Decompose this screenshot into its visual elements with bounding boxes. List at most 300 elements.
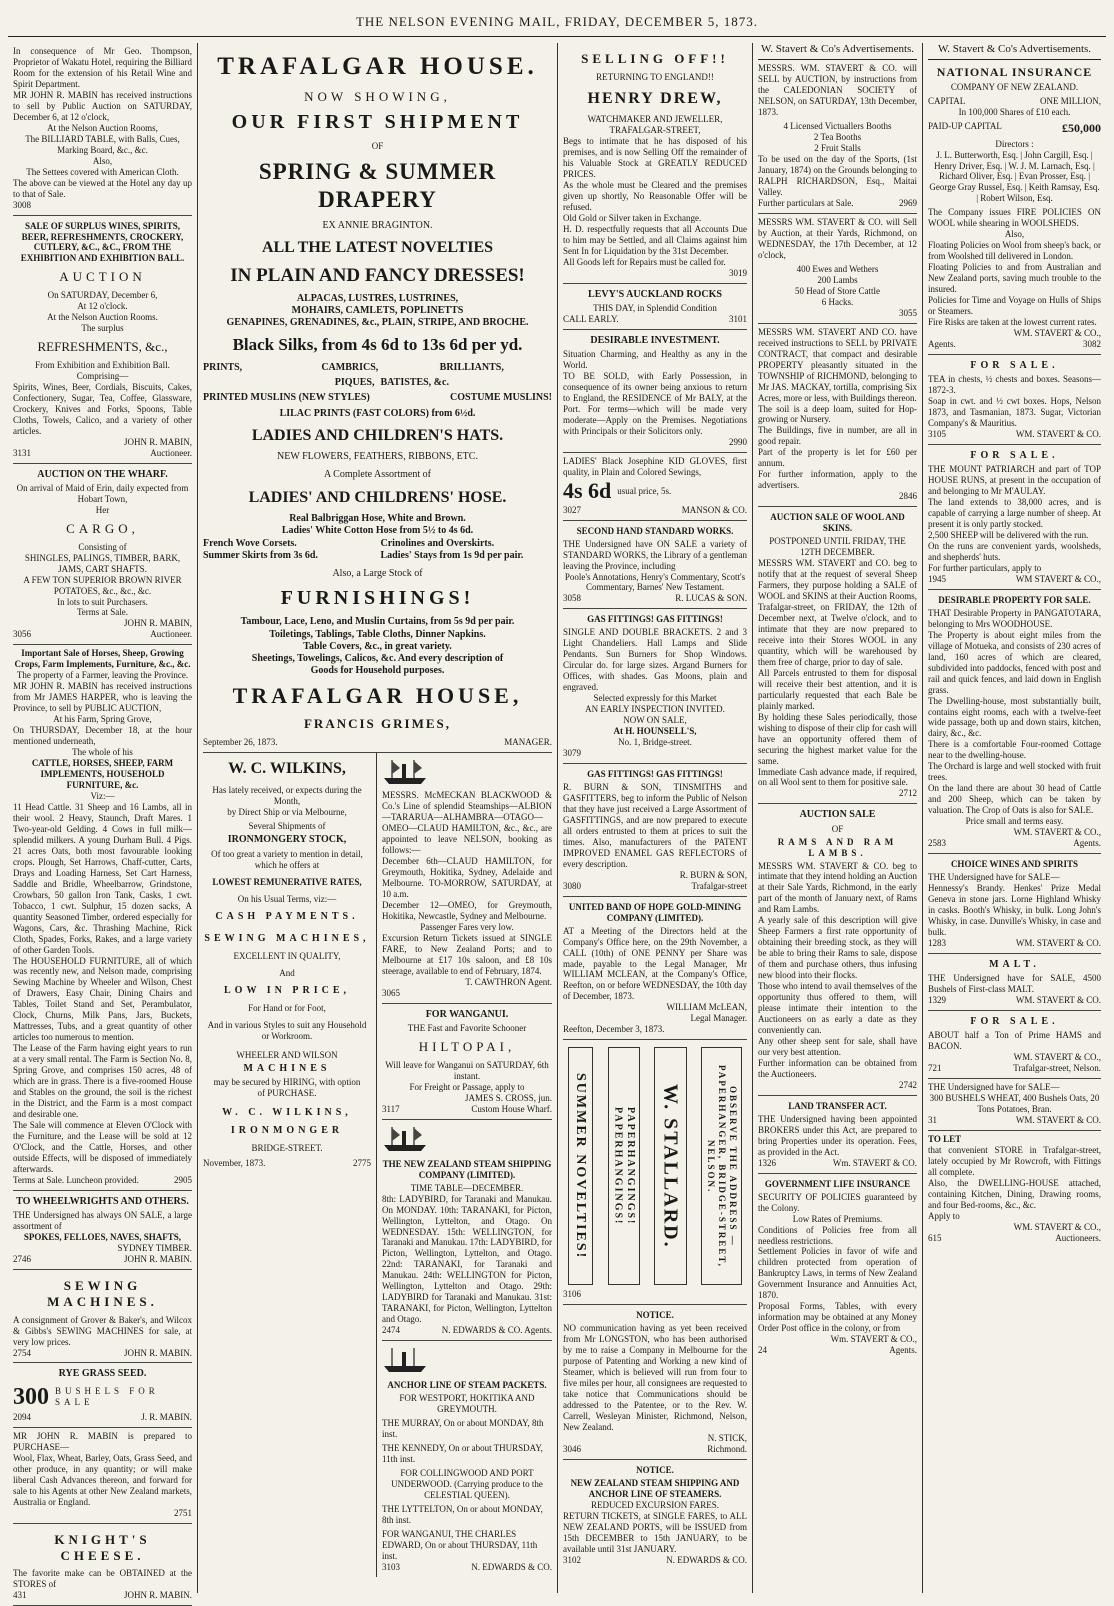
- tea-sale-ad: [928, 355, 1101, 445]
- ad-text: Passenger Fares very low.: [420, 921, 514, 932]
- ad-text: For further particulars, apply to: [928, 562, 1042, 573]
- ad-heading: FOR WANGANUI.: [425, 1008, 509, 1020]
- ad-number: 3058: [563, 593, 581, 604]
- ad-text: FOR COLLINGWOOD AND PORT UNDERWOOD. (Carrying produce to the CELESTIAL QUEEN).: [391, 1468, 543, 1501]
- ad-text: Floating Policies on Wool from sheep's back, or from Woolshed till delivered in London.: [928, 240, 1101, 262]
- ad-text: For Freight or Passage, apply to: [409, 1081, 525, 1092]
- ad-text: TO BE SOLD, with Early Possession, in consequence of its owner being anxious to return to England, the RESIDENCE of Mr BALY, at the Port. For terms—which will be made very moderate—Apply on the Premises. Negotiations with Principals or their Solicitors only.: [563, 371, 747, 436]
- ad-text: Tambour, Lace, Leno, and Muslin Curtains, from 5s 9d per pair.: [240, 616, 515, 628]
- stock-auction-ad: [758, 214, 917, 324]
- ad-text: On arrival of Maid of Erin, daily expected from Hobart Town,: [16, 482, 189, 504]
- ad-text: A Complete Assortment of: [324, 469, 431, 481]
- ad-text: ABOUT half a Ton of Prime HAMS and BACON.: [928, 1030, 1101, 1052]
- ad-number: 3079: [563, 748, 581, 759]
- ad-text: From Exhibition and Exhibition Ball.: [35, 360, 170, 370]
- ad-heading: LEVY'S AUCKLAND ROCKS: [588, 288, 722, 300]
- hams-sale-ad: [928, 1011, 1101, 1079]
- ad-text: To be used on the day of the Sports, (1st January, 1874) on the Grounds belonging to RALPH RICHARDSON, Esq., Maitai Valley.: [758, 154, 917, 198]
- ad-heading: TO WHEELWRIGHTS AND OTHERS.: [16, 1195, 189, 1207]
- ad-text: THE Fast and Favorite Schooner: [407, 1022, 527, 1033]
- ad-text: H. D. respectfully requests that all Accounts Due to him may be Settled, and all Claims against him Sent In for Liquidation by the 31st December.: [563, 224, 747, 256]
- national-insurance-ad: [928, 60, 1101, 355]
- ad-text: Selected expressly for this Market: [593, 693, 717, 704]
- ad-number: 431: [13, 1590, 27, 1601]
- ad-heading: SEWING MACHINES,: [204, 932, 370, 944]
- wines-spirits-ad: [928, 854, 1101, 954]
- ad-text: And: [279, 967, 295, 978]
- ad-text: Floating Policies to and from Australian and New Zealand ports, saving much trouble to the insured.: [928, 262, 1101, 295]
- ad-list: Wool, Flax, Wheat, Barley, Oats, Grass Seed, and other produce, in any quantity; or will make liberal Cash Advances thereon, and forward for sale to his Agents at other New Zealand markets, Australia or England.: [13, 1452, 192, 1507]
- ad-text: may be secured by HIRING, with option: [213, 1077, 361, 1088]
- ad-role: Auctioneer.: [150, 447, 192, 458]
- ad-number: 1326: [758, 1157, 776, 1168]
- ad-text: Summer Skirts from 3s 6d.: [203, 549, 318, 561]
- sewing-machines-ad: [13, 1270, 192, 1364]
- ad-number: 3019: [729, 267, 747, 278]
- ad-text: MOHAIRS, CAMLETS, POPLINETTS: [291, 304, 464, 316]
- ad-text: EX ANNIE BRAGINTON.: [322, 219, 433, 231]
- gas-fittings-hounsell-ad: [563, 609, 747, 764]
- ad-text: R. BURN & SON, TINSMITHS and GASFITTERS, beg to inform the Public of Nelson that they have just received a Large Assortment of GASFITTINGS, and are now prepared to execute all orders entrusted to them at prices to suit the times. Also, manufacturers of the PATENT IMPROVED ENAMEL GAS REFLECTORS of every description.: [563, 781, 747, 869]
- ad-text: PIQUES,: [334, 377, 375, 389]
- ad-text: On THURSDAY, December 18, at the hour mentioned underneath,: [13, 725, 192, 747]
- ad-text: Conditions of Policies free from all needless restrictions.: [758, 1224, 917, 1246]
- ad-text: WHEELER AND WILSON: [236, 1049, 338, 1060]
- ad-text: On the land there are about 30 head of Cattle and 200 Sheep, which can be taken by valuation. The Crop of Oats is also for SALE.: [928, 783, 1101, 816]
- ad-signature: JOHN R. MABIN,: [123, 618, 192, 629]
- ad-text: The above can be viewed at the Hotel any day up to that of Sale.: [13, 177, 192, 199]
- ad-number: 3008: [13, 199, 31, 210]
- ad-text: of PURCHASE.: [257, 1088, 317, 1099]
- ad-price: 4s 6d: [563, 477, 612, 503]
- ad-heading: KNIGHT'S CHEESE.: [54, 1531, 151, 1563]
- ad-text: MESSRS. WM. STAVERT & CO. will SELL by AUCTION, by instructions from the CALEDONIAN SOCIETY of NELSON, on SATURDAY, 13th December, 1873.: [758, 63, 917, 118]
- ad-text: THE Undersigned have for SALE—: [928, 872, 1060, 883]
- ad-list: 300 BUSHELS WHEAT, 400 Bushels Oats, 20 Tons Potatoes, Bran.: [929, 1092, 1100, 1114]
- ad-number: 1329: [928, 994, 946, 1005]
- ad-venue: At the Nelson Auction Rooms,: [47, 122, 158, 133]
- ad-signature: N. EDWARDS & CO. Agents.: [441, 1325, 552, 1336]
- ad-value: ONE MILLION,: [1040, 96, 1101, 106]
- ad-number: 2990: [729, 436, 747, 447]
- ad-text: Also,: [1004, 229, 1025, 240]
- ad-title: CATTLE, HORSES, SHEEP, FARM IMPLEMENTS, HOUSEHOLD FURNITURE, &c.: [31, 758, 174, 791]
- ad-heading: DESIRABLE INVESTMENT.: [590, 335, 720, 346]
- ad-number: 2742: [899, 1079, 917, 1090]
- malt-ad: [928, 954, 1101, 1011]
- ad-date: September 26, 1873.: [203, 737, 278, 748]
- ad-heading: LOW IN PRICE,: [224, 984, 350, 996]
- land-transfer-ad: [758, 1096, 917, 1174]
- ad-text: SYDNEY TIMBER.: [117, 1242, 192, 1253]
- ad-text: The soil is a deep loam, suited for Hop-growing or Nursery.: [758, 403, 917, 425]
- ad-text: Table Covers, &c., in great variety.: [303, 640, 452, 652]
- ad-signature: N. EDWARDS & CO.: [666, 1554, 747, 1565]
- ad-number: 2754: [13, 1347, 31, 1358]
- ad-text: At H. HOUNSELL'S,: [613, 726, 697, 737]
- ad-text: COSTUME MUSLINS!: [450, 392, 552, 404]
- ad-text: The land extends to 38,000 acres, and is capable of carrying a large number of sheep. At present it is only partly stocked.: [928, 497, 1101, 529]
- ad-number: 2775: [353, 1158, 371, 1169]
- ad-text: The Lease of the Farm having eight years to run at a very small rental. The Farm is Section No. 8, Spring Grove, and comprises 150 acres, 48 of which are in grass. There is a five-roomed House and Stables on the ground, the soil is the richest in the District, and the Farm is a most compact and desirable one.: [13, 1043, 192, 1120]
- ad-text: REDUCED EXCURSION FARES.: [590, 1499, 720, 1510]
- ad-heading: LAND TRANSFER ACT.: [788, 1100, 887, 1111]
- life-insurance-ad: [758, 1174, 917, 1361]
- ad-text: THE Undersigned has always ON SALE, a large assortment of: [13, 1210, 192, 1232]
- ad-signature: R. LUCAS & SON.: [675, 593, 747, 604]
- ad-text: The property of a Farmer, leaving the Province.: [16, 670, 189, 681]
- column-header: W. Stavert & Co's Advertisements.: [758, 43, 917, 60]
- ad-list: Spirits, Wines, Beer, Cordials, Biscuits, Cakes, Confectionery, Sugar, Tea, Coffee, Glassware, Crockery, Knives and Forks, Spoons, Table Cloths, Towels, Calico, and a variety of other articles.: [13, 381, 192, 436]
- ad-text: Directors :: [995, 138, 1034, 149]
- ad-list-item: 2 Tea Booths: [813, 132, 862, 143]
- ad-label: PAID-UP CAPITAL: [928, 120, 1002, 131]
- ad-text: And in various Styles to suit any Household or Workroom.: [207, 1019, 367, 1041]
- ad-text: Further particulars at Sale.: [758, 198, 854, 209]
- ad-number: 3080: [563, 880, 581, 891]
- column-1: [8, 43, 198, 1601]
- ad-heading: Important Sale of Horses, Sheep, Growing Crops, Farm Implements, Furniture, &c., &c.: [14, 648, 191, 670]
- ad-text: AN EARLY INSPECTION INVITED.: [585, 704, 725, 715]
- anchor-line-ad: [382, 1341, 552, 1577]
- ad-list-item: 4 Licensed Victuallers Booths: [783, 121, 892, 132]
- ad-text: Also, the DWELLING-HOUSE attached, containing Kitchen, Dining, Drawing rooms, and four Bed-rooms, &c., &c.: [928, 1177, 1101, 1210]
- ad-text: The surplus: [81, 323, 124, 334]
- ad-number: 3106: [563, 1289, 581, 1300]
- ad-number: 3103: [382, 1561, 400, 1572]
- ad-text: The HOUSEHOLD FURNITURE, all of which was recently new, and Nelson made, comprising Sewing Machine by Wheeler and Wilson, Chest of Drawers, Easy Chair, Dining Chairs and Tables, Toilet Stand and Set, Perambulator, Clock, Churns, Milk Pans, Jars, Buckets, Mattresses, Tubs, and a great quantity of other articles too numerous to mention.: [13, 955, 192, 1043]
- ad-text: The Orchard is large and well stocked with fruit trees.: [928, 761, 1101, 783]
- ad-list: Hennessy's Brandy. Henkes' Prize Medal Geneva in stone jars. Lorne Highland Whisky in casks. Booth's Whisky, in bulk. Long John's Whisky, in case. Dunville's Whisky, in case and bulk.: [928, 883, 1101, 937]
- ad-signature: WM. STAVERT & CO.,: [1013, 1052, 1101, 1063]
- ad-signature: Wm. STAVERT & CO.,: [830, 1334, 917, 1345]
- ad-text: Price small and terms easy.: [965, 816, 1064, 827]
- ad-title: W. C. WILKINS,: [228, 760, 346, 778]
- ad-text: Sheetings, Towelings, Calicos, &c. And every description of: [251, 653, 504, 665]
- ad-text: by Direct Ship or via Melbourne,: [227, 806, 347, 817]
- ad-role: MANAGER.: [504, 737, 552, 748]
- ad-heading: SECOND HAND STANDARD WORKS.: [576, 525, 734, 536]
- ad-text: which he offers at: [254, 859, 320, 870]
- kid-gloves-ad: [563, 453, 747, 521]
- ad-role: Auctioneers.: [1055, 1232, 1101, 1243]
- farm-sale-ad: [13, 645, 192, 1190]
- purchase-ad: [13, 1428, 192, 1524]
- ad-text: Old Gold or Silver taken in Exchange.: [563, 213, 702, 224]
- ad-text: Of too great a variety to mention in detail,: [211, 848, 363, 859]
- ad-title: TRAFALGAR HOUSE,: [232, 683, 523, 709]
- ad-text: The Company issues FIRE POLICIES ON WOOL while shearing in WOOLSHEDS.: [928, 207, 1101, 229]
- ad-number: 3046: [563, 1443, 581, 1454]
- column-4: [753, 43, 923, 1593]
- notice-stick-ad: [563, 1305, 747, 1460]
- ad-venue: At his Farm, Spring Grove,: [53, 714, 152, 725]
- ad-time: At 12 o'clock.: [77, 301, 128, 312]
- ad-heading: GOVERNMENT LIFE INSURANCE: [764, 1178, 911, 1189]
- ad-text: Trafalgar-street: [691, 880, 747, 891]
- ad-text: Terms at Sale. Luncheon provided.: [13, 1174, 139, 1185]
- ad-text: CAMBRICS,: [321, 361, 379, 373]
- ad-text: CALL EARLY.: [563, 314, 619, 325]
- ad-text: EXCELLENT IN QUALITY,: [233, 950, 341, 961]
- wool-skins-ad: [758, 507, 917, 804]
- ad-text: The favorite make can be OBTAINED at the STORES of: [13, 1568, 192, 1590]
- ad-heading: IRONMONGER: [230, 1125, 344, 1137]
- ad-text: Begs to intimate that he has disposed of his premises, and is now Selling Off the remainder of his Valuable Stock at GREATLY REDUCED PRICES.: [563, 136, 747, 180]
- wheelwrights-ad: [13, 1191, 192, 1270]
- ad-text: Comprising—: [76, 370, 129, 381]
- ad-text: The Buildings, five in number, are all in good repair.: [758, 425, 917, 447]
- steamship-icon: [382, 756, 428, 786]
- ad-text: THE MURRAY, On or about MONDAY, 8th inst.: [382, 1418, 544, 1440]
- column-2: [198, 43, 558, 1593]
- ad-text: Real Balbriggan Hose, White and Brown.: [289, 513, 466, 525]
- ad-signature: J. R. MABIN.: [141, 1411, 192, 1422]
- ad-number: 3117: [382, 1103, 400, 1114]
- ad-text: Any other sheep sent for sale, shall have our very best attention.: [758, 1036, 917, 1057]
- ad-text: For further information, apply to the advertisers.: [758, 469, 917, 491]
- ad-heading: AUCTION ON THE WHARF.: [37, 468, 168, 480]
- ad-text: The Property is about eight miles from the village of Motueka, and consists of 230 acres of land, 160 acres of which are cleared, subdivided into paddocks, fenced with post and rail and quick fences, and laid down in English grass.: [928, 629, 1101, 695]
- ad-role: Agents.: [889, 1345, 917, 1356]
- rams-ad: [758, 804, 917, 1095]
- ad-text: Crinolines and Overskirts.: [380, 537, 495, 549]
- ad-text: LADIES' Black Josephine KID GLOVES, first quality, in Plain and Colored Sewings,: [563, 455, 747, 477]
- ad-text: THIS DAY, in Splendid Condition: [593, 303, 717, 314]
- ad-heading: SUMMER NOVELTIES!: [568, 1047, 593, 1285]
- ad-heading: SALE OF SURPLUS WINES, SPIRITS, BEER, REFRESHMENTS, CROCKERY, CUTLERY, &C., &C., FROM THE EXHIBITION AND EXHIBITION BALL.: [20, 220, 185, 264]
- ad-text: French Wove Corsets.: [203, 537, 297, 549]
- ad-heading: AUCTION SALE OF WOOL AND SKINS.: [770, 512, 905, 534]
- ad-text: Her: [95, 504, 110, 515]
- ad-title: SPRING & SUMMER DRAPERY: [258, 158, 497, 212]
- ad-heading: FOR SALE.: [970, 359, 1059, 371]
- ad-list: SPOKES, FELLOES, NAVES, SHAFTS,: [23, 1231, 182, 1242]
- ad-text: Those who intend to avail themselves of the opportunity thus offered to them, will please intimate their intention to the Auctioneers on as early a date as they conveniently can.: [758, 981, 917, 1036]
- ad-text: OF: [371, 140, 384, 151]
- ad-text: BUSHELS FOR SALE: [55, 1386, 159, 1408]
- ad-text: FOR WANGANUI, THE CHARLES EDWARD, On or about THURSDAY, 11th inst.: [382, 1529, 538, 1561]
- ad-text: TRAFALGAR-STREET,: [609, 125, 701, 136]
- ad-text: Has lately received, or expects during the Month,: [212, 784, 362, 806]
- ad-text: In 100,000 Shares of £10 each.: [958, 106, 1071, 117]
- ad-list: 8th: LADYBIRD, for Taranaki and Manukau. On MONDAY. 10th: TARANAKI, for Picton, Wellington, Lyttelton, and Otago. On WEDNESDAY. 15th: WELLINGTON, for Taranaki and Manukau. 17th: LADYBIRD, for Picton, Wellington, Lyttelton, and Otago. 22nd: TARANAKI, for Taranaki and Manukau. 24th: WELLINGTON for Picton, Wellington, Lyttelton and Otago. 29th: LADYBIRD for Taranaki and Manukau. 31st: TARANAKI, for Picton, Wellington, Lyttelton and Otago.: [382, 1193, 552, 1325]
- ad-heading: CHOICE WINES AND SPIRITS: [950, 859, 1079, 870]
- ad-text: As the whole must be Cleared and the premises given up shortly, No Reasonable Offer will be refused.: [563, 180, 747, 213]
- ad-text: Immediate Cash advance made, if required, on all Wool sent to them for positive sale.: [758, 766, 917, 788]
- ad-text: AT a Meeting of the Directors held at the Company's Office here, on the 29th November, a CALL (10th) of ONE PENNY per Share was made, payable to the Legal Manager, Mr WILLIAM MCLEAN, at the Company's Office, Reefton, on or before WEDNESDAY, the 10th day of December, 1873.: [563, 925, 747, 1002]
- ad-title: OUR FIRST SHIPMENT: [231, 111, 524, 134]
- ad-heading: RAMS AND RAM LAMBS.: [777, 836, 898, 858]
- ad-text: RETURNING TO ENGLAND!!: [596, 71, 714, 82]
- auckland-rocks-ad: [563, 284, 747, 330]
- ad-text: that convenient STORE in Trafalgar-street, lately occupied by Mr Rowcroft, with Fittings all complete.: [928, 1144, 1101, 1177]
- ad-signature: JAMES S. CROSS, jun.: [464, 1092, 552, 1103]
- stallard-ad: [563, 1040, 747, 1305]
- ad-text: NO communication having as yet been received from Mr LONGSTON, who has been authorised by me to raise a Company in Melbourne for the purpose of Patenting and Working a new kind of Steamer, which is believed will run from four to five miles per hour, all consignees are requested to take notice that Communications should be addressed to the Patentee, or to the Rev. W. Carrell, Wesleyan Minister, Richmond, Nelson, New Zealand.: [563, 1323, 747, 1432]
- ad-text: There is a comfortable Four-roomed Cottage near to the dwelling-house.: [928, 739, 1101, 761]
- ad-text: Further information can be obtained from the Auctioneers.: [758, 1057, 917, 1079]
- ad-text: THE Undersigned have ON SALE a variety of STANDARD WORKS, the Library of a gentleman leaving the Province, including: [563, 538, 747, 571]
- ad-list: SINGLE AND DOUBLE BRACKETS. 2 and 3 Light Chandeliers. Hall Lamps and Slide Pendants. Sun Burners for Shop Windows. Circular do. for large sizes. Argand Burners for Offices, with shades. Gas Moons, plain and engraved.: [563, 627, 747, 693]
- ad-text: The Settees covered with American Cloth.: [26, 166, 179, 177]
- ad-date: November, 1873.: [203, 1158, 266, 1169]
- ad-title: AUCTION: [59, 269, 146, 285]
- ad-text: THE Undersigned having been appointed BROKERS under this Act, are prepared to bring Properties under its operation. Fees, as provided in the Act.: [758, 1113, 917, 1157]
- ad-text: Viz:—: [90, 790, 115, 801]
- ad-text: All Parcels entrusted to them for disposal will receive their best attention, and it is particularly requested that each Bale be plainly marked.: [758, 667, 917, 711]
- ad-list-item: 50 Head of Store Cattle: [795, 285, 880, 296]
- ad-heading: TO LET: [928, 1133, 962, 1144]
- ad-signature: WM. STAVERT & CO.: [1015, 429, 1101, 439]
- ad-signature: JOHN R. MABIN,: [123, 436, 192, 447]
- ad-text: Several Shipments of: [248, 821, 326, 832]
- ad-text: Consisting of: [78, 541, 127, 552]
- ad-text: The BILLIARD TABLE, with Balls, Cues, Marking Board, &c., &c.: [25, 133, 180, 155]
- ad-signature: WM. STAVERT & CO.,: [1013, 328, 1101, 339]
- ad-number: 3101: [729, 314, 747, 325]
- ad-number: 3102: [563, 1554, 581, 1565]
- ad-text: Fire Risks are taken at the lowest current rates.: [928, 317, 1097, 328]
- ad-text: NOW SHOWING,: [304, 88, 451, 104]
- ad-heading: MACHINES: [243, 1062, 331, 1074]
- ad-heading: SELLING OFF!!: [581, 51, 729, 66]
- ad-venue: At the Nelson Auction Rooms.: [47, 312, 158, 323]
- ad-list-item: 200 Lambs: [817, 274, 858, 285]
- ad-signature: JOHN R. MABIN.: [123, 1253, 192, 1264]
- ad-text: Also,: [92, 155, 113, 166]
- ad-number: 2746: [13, 1253, 31, 1264]
- ad-date: On SATURDAY, December 6,: [47, 290, 158, 301]
- ad-signature: N. STICK,: [707, 1432, 747, 1443]
- steamship-icon: [382, 1344, 428, 1374]
- ad-heading: ANCHOR LINE OF STEAM PACKETS.: [387, 1380, 547, 1391]
- ad-text: December 6th—CLAUD HAMILTON, for Greymouth, Hokitika, Sydney, Adelaide and Melbourne. TO-MORROW, SATURDAY, at 10 a.m.: [382, 856, 552, 899]
- ad-text: OF: [831, 823, 844, 834]
- ad-text: MR JOHN R. MABIN is prepared to PURCHASE—: [13, 1430, 192, 1452]
- ad-number: 3055: [899, 307, 917, 318]
- ad-title: HENRY DREW,: [587, 89, 723, 107]
- ad-heading: NATIONAL INSURANCE: [936, 65, 1093, 80]
- ad-text: The Dwelling-house, most substantially built, contains eight rooms, each with a twelve-feet wide passage, both up and down stairs, kitchen, dairy, &c., &c.: [928, 695, 1101, 739]
- ad-title: LADIES' AND CHILDRENS' HOSE.: [248, 488, 507, 506]
- ad-number: 3082: [1083, 339, 1101, 349]
- ad-text: GENAPINES, GRENADINES, &c., PLAIN, STRIPE, AND BROCHE.: [226, 317, 529, 329]
- ad-text: MR JOHN R. MABIN has received instructions from Mr JAMES HARPER, who is leaving the Province, to sell by PUBLIC AUCTION,: [13, 681, 192, 714]
- ad-text: usual price, 5s.: [617, 485, 672, 496]
- ad-role: Agents.: [928, 339, 956, 349]
- ad-text: PRINTS,: [203, 361, 243, 373]
- ad-text: OBSERVE THE ADDRESS — PAPERHANGER, BRIDGE-STREET, NELSON.: [701, 1047, 742, 1285]
- steamship-icon: [382, 1123, 428, 1153]
- mcmeckan-ad: [382, 753, 552, 1004]
- ad-text: Situation Charming, and Healthy as any in the World.: [563, 349, 747, 371]
- to-let-ad: [928, 1131, 1101, 1248]
- ad-signature: WM. STAVERT & CO.,: [1013, 827, 1101, 838]
- columns: [8, 43, 1106, 1601]
- ad-text: Apply to: [928, 1210, 960, 1221]
- ad-signature: JOHN R. MABIN.: [123, 1347, 192, 1358]
- ad-text: PAPERHANGINGS! PAPERHANGINGS!: [608, 1047, 640, 1285]
- ad-number: 2474: [382, 1325, 400, 1336]
- ad-text: Policies for Time and Voyage on Hulls of Ships or Steamers.: [928, 295, 1101, 317]
- ad-number: 2583: [928, 838, 946, 849]
- ad-text: NEW ZEALAND STEAM SHIPPING AND ANCHOR LINE OF STEAMERS.: [570, 1477, 740, 1499]
- ad-text: THE Undersigned have for SALE, 4500 Bushels of First-class MALT.: [928, 973, 1101, 994]
- surplus-wines-ad: [13, 216, 192, 464]
- ad-text: ALPACAS, LUSTRES, LUSTRINES,: [296, 292, 459, 304]
- ad-text: A yearly sale of this description will give Sheep Farmers a first rate opportunity of obtaining their breeding stock, as they will be able to bring their Rams to sale, dispose of them and purchase others, thus infusing new blood into their flocks.: [758, 915, 917, 981]
- ad-text: Ladies' Stays from 1s 9d per pair.: [380, 549, 524, 561]
- ad-heading: GAS FITTINGS! GAS FITTINGS!: [587, 769, 723, 780]
- ad-label: CAPITAL: [928, 96, 966, 106]
- ad-signature: FRANCIS GRIMES,: [303, 716, 451, 732]
- ad-text: BRIDGE-STREET.: [251, 1143, 323, 1154]
- ad-text: Proposal Forms, Tables, with every information may be obtained at any Money Order Post office in the colony, or from: [758, 1301, 917, 1334]
- ad-title: TRAFALGAR HOUSE.: [217, 53, 538, 80]
- ad-text: THE LYTTELTON, On or about MONDAY, 8th inst.: [382, 1504, 543, 1526]
- ad-heading: AUCTION SALE: [799, 809, 876, 821]
- band-of-hope-ad: [563, 897, 747, 1041]
- column-2-lower: [203, 753, 552, 1577]
- ad-signature: T. CAWTHRON Agent.: [465, 976, 552, 987]
- ad-list: J. L. Butterworth, Esq. | John Cargill, Esq. | Henry Driver, Esq. | W. J. M. Larnach, Esq. | Richard Oliver, Esq. | Evan Prosser, Esq. | George Gray Russel, Esq. | Keith Ramsay, Esq. | Robert Wilson, Esq.: [929, 149, 1100, 204]
- column-header: W. Stavert & Co's Advertisements.: [928, 43, 1101, 60]
- ad-heading: SEWING MACHINES.: [47, 1277, 158, 1309]
- ad-title: ALL THE LATEST NOVELTIES: [261, 239, 494, 256]
- richmond-property-ad: [758, 324, 917, 508]
- ad-text: Goods for Household purposes.: [310, 665, 445, 677]
- ad-text: MR JOHN R. MABIN has received instructions to sell by Public Auction on SATURDAY, December 6, at 12 o'clock,: [13, 89, 192, 122]
- ad-number: 2969: [899, 198, 917, 209]
- ad-date: Reefton, December 3, 1873.: [563, 1024, 665, 1035]
- ad-text: PRINTED MUSLINS (NEW STYLES): [203, 392, 370, 404]
- ad-text: THE Undersigned have for SALE—: [928, 1082, 1060, 1092]
- ad-title: REFRESHMENTS, &c.,: [37, 339, 168, 355]
- ad-text: NOW ON SALE,: [623, 715, 687, 726]
- ad-list-item: 2 Fruit Stalls: [814, 143, 861, 154]
- ad-signature: MANSON & CO.: [681, 504, 747, 515]
- ad-text: THAT Desirable Property in PANGATOTARA, belonging to Mrs WOODHOUSE.: [928, 607, 1101, 629]
- ad-list-item: 400 Ewes and Wethers: [796, 263, 879, 274]
- ad-signature: R. BURN & SON,: [679, 869, 747, 880]
- ad-list: 11 Head Cattle. 31 Sheep and 16 Lambs, all in their wool. 2 Heavy, Staunch, Draft Mares. 1 Two-year-old Gelding. 4 Cows in full milk—splendid milkers. A young Durham Bull. 4 Pigs. 21 acres Oats, both most favourable looking crops. Plough, Set Harrows, Chaff-cutter, Carts, Drays and Loading Harness, Set Cart Harness, Saddle and Bridle, Wheelbarrow, Grindstone, Crowbars, 50 gallon Iron Tank, Casks, 1 cwt. Tobacco, 1 cwt. Sulphur, 15 dozen sacks, A quantity Seasoned Timber, ordered especially for Wagons, Cars, &c. Thrashing Machine, Rick Cloth, Spades, Forks, Rakes, and a large variety of other Garden Tools.: [13, 801, 192, 955]
- ad-signature: WM. STAVERT & CO.: [1015, 1114, 1101, 1125]
- ad-text: The Sale will commence at Eleven O'Clock with the Furniture, and the Lease will be sold at 12 O'Clock, and the Cattle, Horses, and other outside Effects, will be disposed of immediately afterwards.: [13, 1120, 192, 1174]
- ad-signature: Wm. STAVERT & CO.: [832, 1157, 917, 1168]
- ad-number: 24: [758, 1345, 767, 1356]
- ad-text: LILAC PRINTS (FAST COLORS) from 6½d.: [279, 407, 476, 419]
- runs-sale-ad: [928, 445, 1101, 590]
- ad-title: LADIES AND CHILDREN'S HATS.: [251, 426, 504, 444]
- ad-number: 3027: [563, 504, 581, 515]
- ad-text: COMPANY OF NEW ZEALAND.: [950, 82, 1079, 93]
- ad-role: Agents.: [1073, 838, 1101, 849]
- gas-fittings-burn-ad: [563, 764, 747, 897]
- ad-number: 3105: [928, 429, 946, 439]
- ad-text: 2,500 SHEEP will be delivered with the run.: [928, 529, 1089, 540]
- ad-number: 31: [928, 1114, 937, 1125]
- ad-text: Richmond.: [707, 1443, 747, 1454]
- billiard-auction-ad: [13, 43, 192, 216]
- ad-text: BRILLIANTS,: [439, 361, 504, 373]
- ad-text: No. 1, Bridge-street.: [618, 737, 692, 748]
- ad-heading: FOR SALE.: [970, 449, 1059, 461]
- ad-number: 721: [928, 1063, 942, 1074]
- ad-text: FOR WESTPORT, HOKITIKA AND GREYMOUTH.: [399, 1393, 535, 1415]
- ad-list: Poole's Annotations, Henry's Commentary, Scott's Commentary, Barnes' New Testament.: [564, 571, 746, 593]
- ad-text: On the runs are convenient yards, woolsheds, and shepherds' huts.: [928, 540, 1101, 562]
